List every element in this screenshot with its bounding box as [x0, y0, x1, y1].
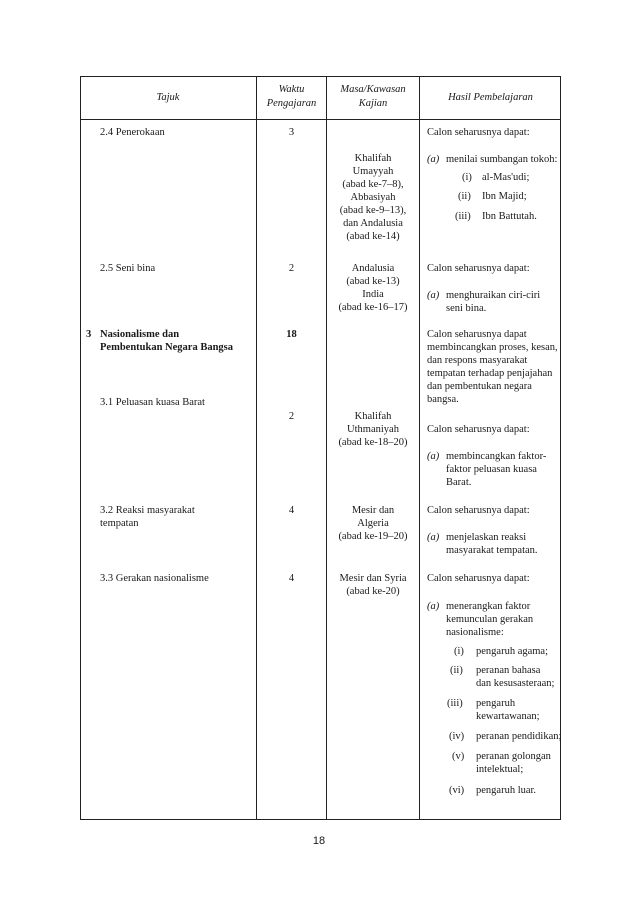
text-line: Barat. [446, 477, 472, 488]
sub-marker: (i) [462, 172, 472, 183]
outcome-intro-3 [427, 328, 558, 406]
hours-3: 18 [286, 329, 297, 340]
sub-marker: (vi) [449, 785, 465, 796]
text-line: tempatan terhadap penjajahan [427, 368, 553, 379]
place-3-3 [327, 572, 419, 598]
text-line: 3.2 Reaksi masyarakat [100, 505, 195, 516]
column-divider [256, 76, 257, 820]
text-line: dan kesusasteraan; [476, 678, 555, 689]
text-line: menerangkan faktor [446, 601, 531, 612]
sub-text: peranan pendidikan; [476, 731, 562, 742]
text-line: bangsa. [427, 394, 459, 405]
hours-2-4: 3 [288, 127, 295, 138]
place-line: (abad ke-19–20) [338, 531, 408, 542]
outcome-marker: (a) [427, 154, 440, 165]
text-line: kewartawanan; [476, 711, 540, 722]
sub-text [476, 697, 540, 723]
outcome-marker: (a) [427, 601, 440, 612]
hours-2-5: 2 [288, 263, 295, 274]
place-2-5 [327, 262, 419, 314]
sub-marker: (iii) [455, 211, 471, 222]
place-line: (abad ke-14) [346, 231, 400, 242]
place-line: (abad ke-7–8), [342, 179, 404, 190]
outcome-text [446, 531, 538, 557]
text-line: dan respons masyarakat [427, 355, 528, 366]
sub-marker: (v) [452, 751, 465, 762]
place-3-2 [327, 504, 419, 543]
hours-3-1: 2 [288, 411, 295, 422]
outcome-intro-3-3: Calon seharusnya dapat: [427, 573, 530, 584]
topic-3-2 [100, 504, 195, 530]
text-line: faktor peluasan kuasa [446, 464, 537, 475]
sub-text: Ibn Majid; [482, 191, 527, 202]
outcome-marker: (a) [427, 451, 440, 462]
text-line: membincangkan proses, kesan, [427, 342, 558, 353]
place-line: Abbasiyah [350, 192, 396, 203]
text-line: peranan bahasa [476, 665, 541, 676]
sub-text: al-Mas'udi; [482, 172, 530, 183]
place-line: (abad ke-18–20) [338, 437, 408, 448]
outcome-marker: (a) [427, 290, 440, 301]
place-line: Andalusia [351, 263, 395, 274]
text-line: membincangkan faktor- [446, 451, 547, 462]
header-divider [80, 119, 561, 120]
place-line: dan Andalusia [343, 218, 403, 229]
place-line: (abad ke-20) [346, 586, 400, 597]
topic-2-4: 2.4 Penerokaan [100, 127, 165, 138]
text-line: masyarakat tempatan. [446, 545, 538, 556]
outcome-intro-3-2: Calon seharusnya dapat: [427, 505, 530, 516]
text-line: Calon seharusnya dapat [427, 329, 527, 340]
text-line: nasionalisme: [446, 627, 504, 638]
text-line: dan pembentukan negara [427, 381, 532, 392]
text-line: pengaruh [476, 698, 516, 709]
outcome-text [446, 450, 546, 489]
topic-2-5: 2.5 Seni bina [100, 263, 156, 274]
sub-text: pengaruh luar. [476, 785, 537, 796]
place-line: Mesir dan [351, 505, 395, 516]
place-line: India [362, 289, 384, 300]
outcome-intro-2-5: Calon seharusnya dapat: [427, 263, 530, 274]
text-line: tempatan [100, 518, 139, 529]
text-line: seni bina. [446, 303, 487, 314]
place-line: Umayyah [352, 166, 394, 177]
outcome-text [446, 600, 533, 639]
text-line: intelektual; [476, 764, 524, 775]
text-line: menjelaskan reaksi [446, 532, 527, 543]
outcome-text [446, 289, 540, 315]
topic-3 [100, 328, 233, 354]
text-line: Pembentukan Negara Bangsa [100, 342, 234, 353]
header-masa: Masa/Kawasan Kajian [340, 84, 406, 109]
section-number-3: 3 [86, 329, 92, 340]
place-line: (abad ke-9–13), [339, 205, 407, 216]
text-line: Nasionalisme dan [100, 329, 180, 340]
column-divider [419, 76, 420, 820]
outcome-intro-3-1: Calon seharusnya dapat: [427, 424, 530, 435]
sub-marker: (ii) [458, 191, 471, 202]
place-line: Khalifah [354, 411, 392, 422]
place-line: Algeria [357, 518, 389, 529]
place-line: Uthmaniyah [347, 424, 399, 435]
text-line: peranan golongan [476, 751, 551, 762]
outcome-intro-2-4: Calon seharusnya dapat: [427, 127, 530, 138]
sub-text [476, 664, 554, 690]
sub-text [476, 750, 551, 776]
sub-marker: (iii) [447, 698, 463, 709]
topic-3-1: 3.1 Peluasan kuasa Barat [100, 397, 205, 408]
header-tajuk: Tajuk [156, 92, 180, 103]
place-3-1 [327, 410, 419, 449]
topic-3-3: 3.3 Gerakan nasionalisme [100, 573, 209, 584]
place-line: Khalifah [354, 153, 392, 164]
sub-marker: (iv) [449, 731, 465, 742]
header-hasil: Hasil Pembelajaran [448, 92, 533, 103]
outcome-marker: (a) [427, 532, 440, 543]
sub-text: pengaruh agama; [476, 646, 549, 657]
place-line: (abad ke-13) [346, 276, 400, 287]
page-number: 18 [312, 835, 326, 847]
hours-3-3: 4 [288, 573, 295, 584]
hours-3-2: 4 [288, 505, 295, 516]
sub-marker: (i) [454, 646, 464, 657]
outcome-text: menilai sumbangan tokoh: [446, 154, 558, 165]
place-line: Mesir dan Syria [339, 573, 407, 584]
place-line: (abad ke-16–17) [338, 302, 408, 313]
place-2-4 [327, 152, 419, 243]
header-waktu: Waktu Pengajaran [266, 84, 317, 109]
sub-text: Ibn Battutah. [482, 211, 537, 222]
text-line: kemunculan gerakan [446, 614, 534, 625]
text-line: menghuraikan ciri-ciri [446, 290, 541, 301]
sub-marker: (ii) [450, 665, 463, 676]
